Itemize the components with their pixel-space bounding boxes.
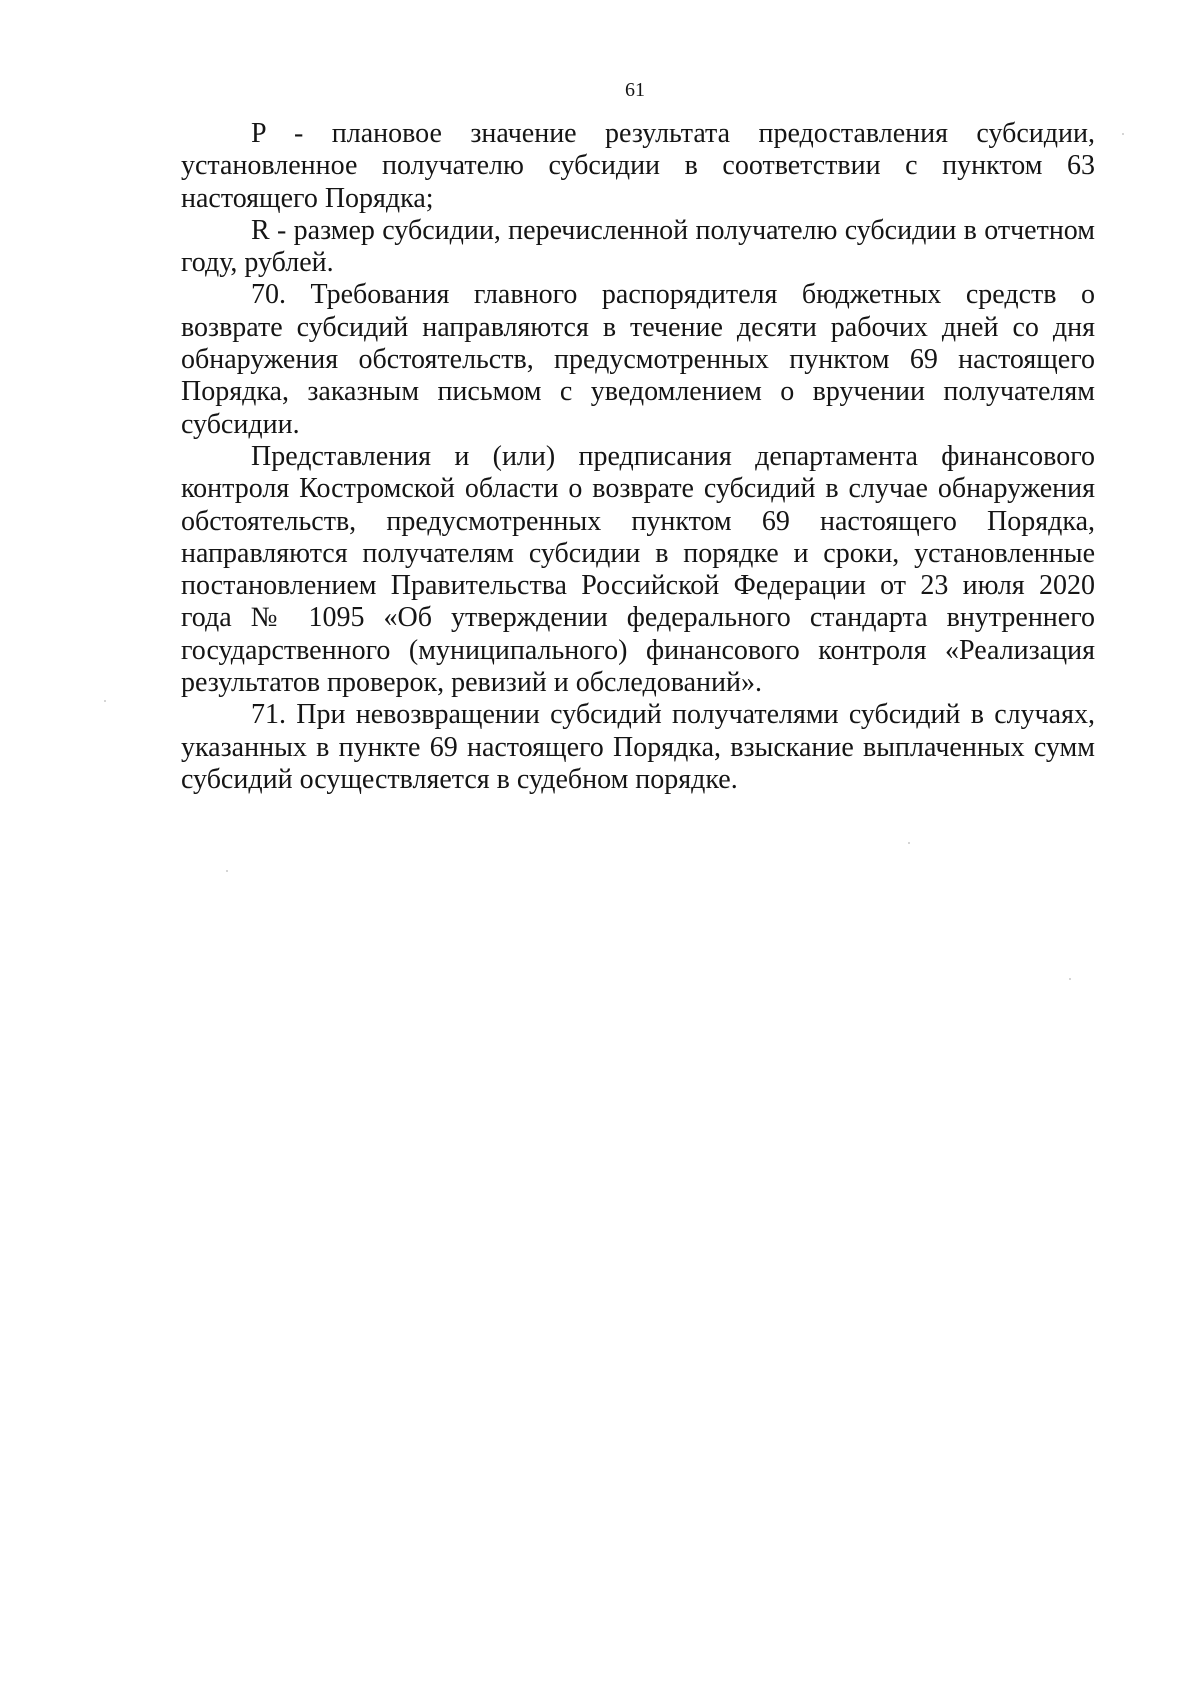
scan-speck [226, 870, 228, 872]
document-body [181, 118, 1095, 796]
scan-speck [104, 700, 106, 702]
paragraph-p-definition: P - плановое значение результата предоставления субсидии, установленное получателю субсидии в соответствии с пунктом 63 настоящего Порядка; [181, 118, 1095, 214]
page-number: 61 [625, 79, 645, 101]
paragraph-clause-71: 71. При невозвращении субсидий получателями субсидий в случаях, указанных в пункте 69 настоящего Порядка, взыскание выплаченных сумм субсидий осуществляется в судебном порядке. [181, 699, 1095, 795]
scan-speck [1122, 133, 1124, 135]
scan-speck [1069, 978, 1071, 980]
paragraph-r-definition: R - размер субсидии, перечисленной получателю субсидии в отчетном году, рублей. [181, 214, 1095, 279]
scan-speck [908, 842, 910, 844]
paragraph-financial-control: Представления и (или) предписания департамента финансового контроля Костромской области о возврате субсидий в случае обнаружения обстоятельств, предусмотренных пунктом 69 настоящего Порядка, направляются получателям субсидии в порядке и сроки, установленные постановлением Правительства Российской Федерации от 23 июля 2020 года № 1095 «Об утверждении федерального стандарта внутреннего государственного (муниципального) финансового контроля «Реализация результатов проверок, ревизий и обследований». [181, 440, 1095, 699]
paragraph-clause-70: 70. Требования главного распорядителя бюджетных средств о возврате субсидий направляются в течение десяти рабочих дней со дня обнаружения обстоятельств, предусмотренных пунктом 69 настоящего Порядка, заказным письмом с уведомлением о вручении получателям субсидии. [181, 279, 1095, 440]
